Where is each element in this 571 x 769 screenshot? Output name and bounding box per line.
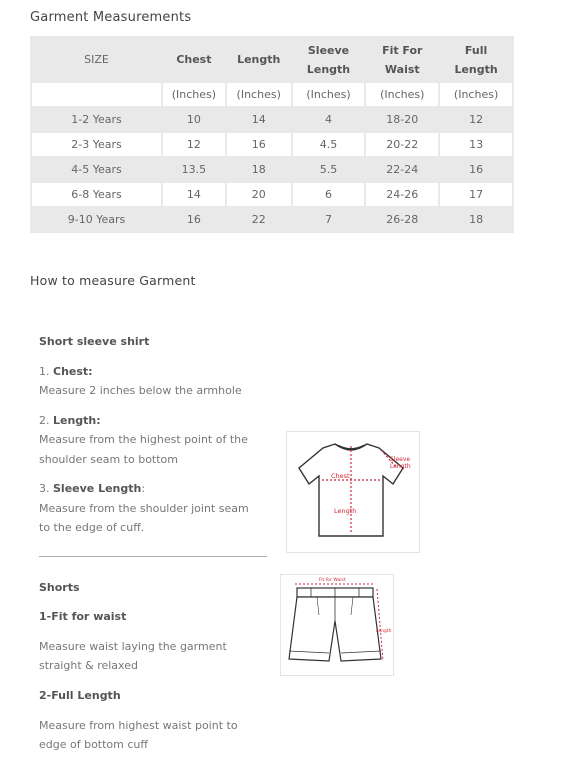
full-length-label: 2-Full Length: [39, 689, 121, 702]
shorts-length-label: Length: [376, 629, 392, 634]
sleeve-label: Sleeve Length: [53, 482, 142, 495]
sleeve-description-line1: Measure from the shoulder joint seam: [39, 502, 249, 515]
table-cell: 4.5: [292, 132, 366, 157]
shirt-illustration-icon: [287, 432, 419, 552]
table-cell: 20: [226, 182, 292, 207]
waist-label: 1-Fit for waist: [39, 610, 127, 623]
table-cell: 16: [226, 132, 292, 157]
chest-description: Measure 2 inches below the armhole: [39, 384, 242, 397]
table-cell: 18: [226, 157, 292, 182]
table-cell: 26-28: [365, 207, 439, 232]
shirt-sleeve-label-2: Length: [390, 463, 411, 470]
page-title: Garment Measurements: [30, 10, 192, 25]
size-cell: 1-2 Years: [31, 107, 162, 132]
table-cell: 17: [439, 182, 513, 207]
table-row: [31, 182, 513, 207]
sleeve-colon: :: [141, 482, 146, 495]
table-cell: 10: [162, 107, 226, 132]
sleeve-description-line2: to the edge of cuff.: [39, 521, 145, 534]
shorts-illustration-icon: [281, 575, 393, 675]
waist-description-line2: straight & relaxed: [39, 659, 138, 672]
size-cell: 2-3 Years: [31, 132, 162, 157]
table-cell: 24-26: [365, 182, 439, 207]
units-row: [31, 82, 513, 107]
shirt-sleeve-label-1: Sleeve: [390, 456, 411, 463]
full-length-description-line2: edge of bottom cuff: [39, 738, 148, 751]
table-cell: 18-20: [365, 107, 439, 132]
table-row: [31, 157, 513, 182]
chest-step: [39, 362, 93, 382]
header-chest: Chest: [162, 37, 226, 82]
table-cell: 22: [226, 207, 292, 232]
table-header-row: [31, 37, 513, 82]
table-cell: 4: [292, 107, 366, 132]
unit-cell: (Inches): [226, 82, 292, 107]
table-row: [31, 107, 513, 132]
table-cell: 5.5: [292, 157, 366, 182]
length-step: [39, 411, 101, 431]
table-cell: 13.5: [162, 157, 226, 182]
table-cell: 18: [439, 207, 513, 232]
table-cell: 14: [162, 182, 226, 207]
table-cell: 20-22: [365, 132, 439, 157]
table-cell: 6: [292, 182, 366, 207]
sleeve-step: [39, 479, 145, 499]
shirt-heading: Short sleeve shirt: [39, 335, 150, 348]
header-sleeve-length: [292, 37, 366, 82]
size-cell: 4-5 Years: [31, 157, 162, 182]
shirt-chest-label: Chest: [331, 472, 350, 480]
header-length: Length: [226, 37, 292, 82]
table-cell: 16: [439, 157, 513, 182]
header-sleeve-length-text: Sleeve Length: [306, 43, 351, 76]
header-full-length: [439, 37, 513, 82]
table-cell: 14: [226, 107, 292, 132]
length-step-number: 2.: [39, 414, 53, 427]
table-cell: 13: [439, 132, 513, 157]
shirt-length-label: Length: [334, 507, 357, 515]
size-cell: 9-10 Years: [31, 207, 162, 232]
table-cell: 7: [292, 207, 366, 232]
shorts-diagram: [280, 574, 394, 676]
table-cell: 12: [162, 132, 226, 157]
shorts-heading: Shorts: [39, 581, 80, 594]
unit-cell: (Inches): [439, 82, 513, 107]
length-description-line2: shoulder seam to bottom: [39, 453, 179, 466]
shorts-waist-label: Fit for Waist: [319, 578, 346, 583]
unit-cell: (Inches): [292, 82, 366, 107]
chest-step-number: 1.: [39, 365, 53, 378]
size-chart-table: [30, 36, 514, 233]
table-row: [31, 207, 513, 232]
header-full-length-text: Full Length: [454, 43, 498, 76]
section-divider: [39, 556, 267, 557]
chest-label: Chest:: [53, 365, 93, 378]
table-cell: 12: [439, 107, 513, 132]
header-size: SIZE: [31, 37, 162, 82]
unit-cell: [31, 82, 162, 107]
table-cell: 22-24: [365, 157, 439, 182]
table-cell: 16: [162, 207, 226, 232]
waist-description-line1: Measure waist laying the garment: [39, 640, 227, 653]
size-cell: 6-8 Years: [31, 182, 162, 207]
full-length-description-line1: Measure from highest waist point to: [39, 719, 238, 732]
header-fit-for-waist: [365, 37, 439, 82]
table-row: [31, 132, 513, 157]
sleeve-step-number: 3.: [39, 482, 53, 495]
how-to-measure-title: How to measure Garment: [30, 273, 196, 288]
header-fit-for-waist-text: Fit For Waist: [382, 43, 423, 76]
unit-cell: (Inches): [365, 82, 439, 107]
length-description-line1: Measure from the highest point of the: [39, 433, 248, 446]
shirt-diagram: [286, 431, 420, 553]
length-label: Length:: [53, 414, 101, 427]
unit-cell: (Inches): [162, 82, 226, 107]
